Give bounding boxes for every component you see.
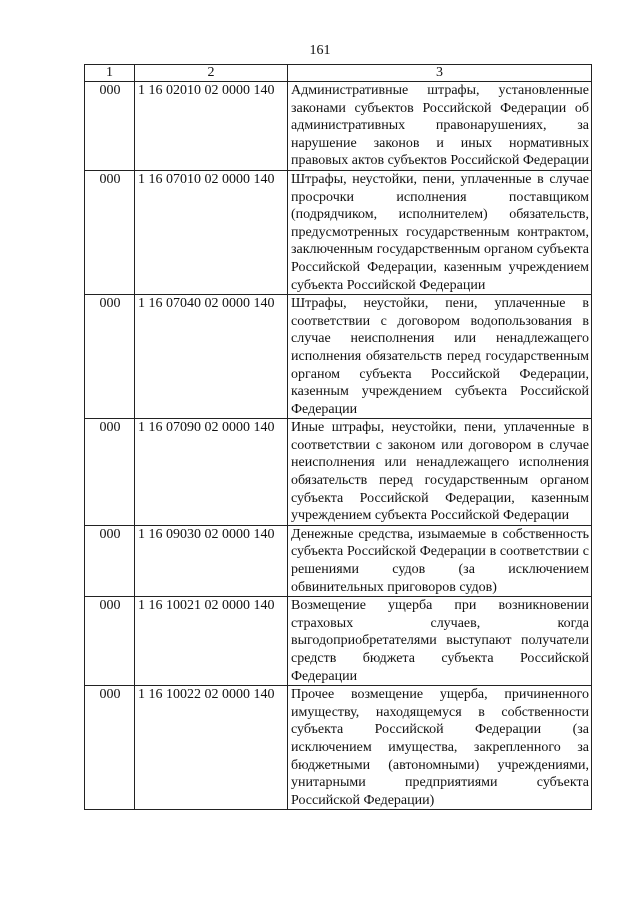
description-cell: Иные штрафы, неустойки, пени, уплаченные в соответствии с законом или договором в случае неисполнения или ненадлежащего исполнения обязательств перед государственным органом субъекта Российской Федерации, казенным учреждением субъекта Российской Федерации xyxy=(288,419,592,526)
kbk-code-cell: 1 16 10022 02 0000 140 xyxy=(135,686,288,810)
description-cell: Денежные средства, изымаемые в собственность субъекта Российской Федерации в соответствии с решениями судов (за исключением обвинительных приговоров судов) xyxy=(288,525,592,596)
header-row xyxy=(85,65,592,82)
page-number: 161 xyxy=(309,43,331,58)
table-row xyxy=(85,686,592,810)
description-cell: Административные штрафы, установленные законами субъектов Российской Федерации об административных правонарушениях, за нарушение законов и иных нормативных правовых актов субъектов Российской Федерации xyxy=(288,82,592,171)
table-row xyxy=(85,82,592,171)
table-body xyxy=(85,82,592,810)
header-cell-2: 2 xyxy=(135,65,288,82)
table-row xyxy=(85,525,592,596)
table-row xyxy=(85,597,592,686)
header-cell-3: 3 xyxy=(288,65,592,82)
description-cell: Штрафы, неустойки, пени, уплаченные в случае просрочки исполнения поставщиком (подрядчиком, исполнителем) обязательств, предусмотренных государственным контрактом, заключенным государственным органом субъекта Российской Федерации, казенным учреждением субъекта Российской Федерации xyxy=(288,170,592,294)
kbk-code-cell: 1 16 07010 02 0000 140 xyxy=(135,170,288,294)
description-cell: Возмещение ущерба при возникновении страховых случаев, когда выгодоприобретателями выступают получатели средств бюджета субъекта Российской Федерации xyxy=(288,597,592,686)
kbk-code-cell: 1 16 07040 02 0000 140 xyxy=(135,295,288,419)
admin-code-cell: 000 xyxy=(85,525,135,596)
kbk-code-cell: 1 16 09030 02 0000 140 xyxy=(135,525,288,596)
description-cell: Штрафы, неустойки, пени, уплаченные в соответствии с договором водопользования в случае неисполнения или ненадлежащего исполнения обязательств перед государственным органом субъекта Российской Федерации, казенным учреждением субъекта Российской Федерации xyxy=(288,295,592,419)
kbk-code-cell: 1 16 07090 02 0000 140 xyxy=(135,419,288,526)
kbk-code-cell: 1 16 02010 02 0000 140 xyxy=(135,82,288,171)
header-cell-1: 1 xyxy=(85,65,135,82)
table-row xyxy=(85,419,592,526)
budget-codes-table xyxy=(84,64,592,810)
admin-code-cell: 000 xyxy=(85,82,135,171)
admin-code-cell: 000 xyxy=(85,170,135,294)
table-row xyxy=(85,295,592,419)
table-row xyxy=(85,170,592,294)
admin-code-cell: 000 xyxy=(85,295,135,419)
admin-code-cell: 000 xyxy=(85,686,135,810)
admin-code-cell: 000 xyxy=(85,597,135,686)
table-header xyxy=(85,65,592,82)
description-cell: Прочее возмещение ущерба, причиненного имуществу, находящемуся в собственности субъекта Российской Федерации (за исключением имущества, закрепленного за бюджетными (автономными) учреждениями, унитарными предприятиями субъекта Российской Федерации) xyxy=(288,686,592,810)
admin-code-cell: 000 xyxy=(85,419,135,526)
kbk-code-cell: 1 16 10021 02 0000 140 xyxy=(135,597,288,686)
